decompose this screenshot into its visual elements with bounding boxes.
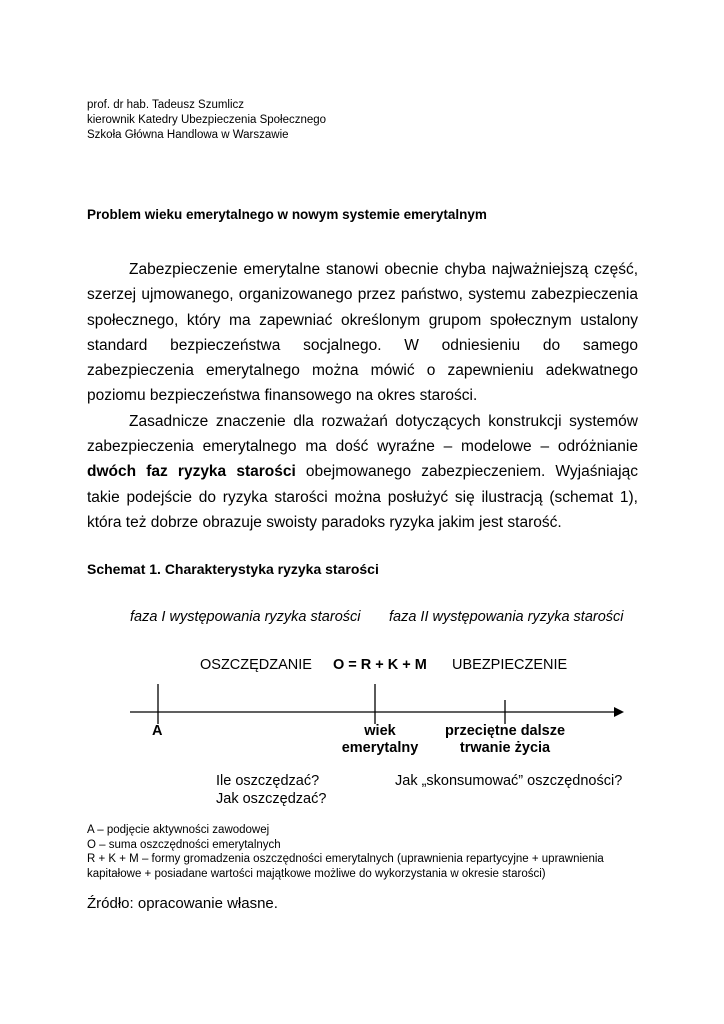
life-expectancy-label-1: przeciętne dalsze — [444, 723, 566, 739]
author-line-name: prof. dr hab. Tadeusz Szumlicz — [87, 99, 245, 111]
paragraph-2-emphasis: dwóch faz ryzyka starości — [87, 463, 296, 481]
legend-notes — [87, 823, 647, 881]
phase-1-label: faza I występowania ryzyka starości — [130, 609, 361, 625]
point-a-label: A — [152, 723, 163, 739]
article-title: Problem wieku emerytalnego w nowym systemie emerytalnym — [87, 207, 487, 222]
note-o: O – suma oszczędności emerytalnych — [87, 838, 281, 851]
note-rkm: R + K + M – formy gromadzenia oszczędności emerytalnych (uprawnienia repartycyjne + uprawnienia kapitałowe + posiadane wartości majątkowe możliwe do wykorzystania w okresie starości) — [87, 853, 604, 880]
insurance-label: UBEZPIECZENIE — [452, 657, 568, 673]
formula-label: O = R + K + M — [333, 657, 427, 673]
author-line-position: kierownik Katedry Ubezpieczenia Społecznego — [87, 114, 327, 126]
retirement-age-label-1: wiek — [364, 723, 396, 739]
retirement-age-label-2: emerytalny — [341, 740, 419, 756]
saving-label: OSZCZĘDZANIE — [200, 657, 312, 673]
author-line-institution: Szkoła Główna Handlowa w Warszawie — [87, 129, 289, 141]
paragraph-2-end: obejmowanego zabezpieczeniem. Wyjaśniając takie podejście do ryzyka starości można posłużyć się ilustracją (schemat 1), która też dobrze obrazuje swoisty paradoks ryzyka jakim jest starość. — [87, 463, 638, 531]
question-how-much: Ile oszczędzać? — [216, 773, 320, 789]
note-a: A – podjęcie aktywności zawodowej — [87, 824, 270, 836]
question-how: Jak oszczędzać? — [216, 791, 327, 807]
schema-title: Schemat 1. Charakterystyka ryzyka starości — [87, 561, 379, 577]
paragraph-2-start: Zasadnicze znaczenie dla rozważań dotyczących konstrukcji systemów zabezpieczenia emerytalnego ma dość wyraźne – modelowe – odróżnianie — [87, 412, 638, 456]
paragraph-1: Zabezpieczenie emerytalne stanowi obecnie chyba najważniejszą część, szerzej ujmowanego, organizowanego przez państwo, systemu zabezpieczenia społecznego, który ma zapewniać określonym grupom społecznym ustalony standard bezpieczeństwa socjalnego. W odniesieniu do samego zabezpieczenia emerytalnego można mówić o zapewnieniu adekwatnego poziomu bezpieczeństwa finansowego na okres starości. — [87, 261, 638, 405]
phase-2-label: faza II występowania ryzyka starości — [389, 609, 624, 625]
question-consume: Jak „skonsumować” oszczędności? — [395, 773, 623, 789]
timeline-arrowhead — [614, 707, 624, 717]
source-note: Źródło: opracowanie własne. — [87, 895, 278, 912]
life-expectancy-label-2: trwanie życia — [459, 740, 551, 756]
